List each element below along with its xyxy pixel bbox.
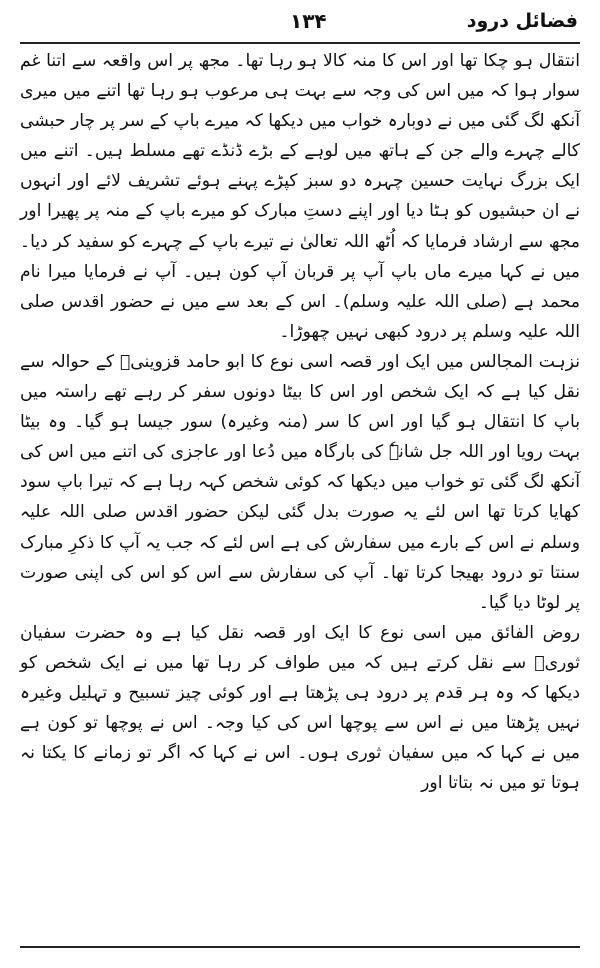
running-title: فضائل درود — [466, 10, 578, 32]
page-header — [22, 4, 578, 38]
header-rule — [20, 42, 580, 44]
page-body — [20, 46, 580, 798]
paragraph: انتقال ہو چکا تھا اور اس کا منہ کالا ہو رہا تھا۔ مجھ پر اس واقعہ سے اتنا غم سوار ہوا کہ میں اس کی وجہ سے بہت ہی مرعوب ہو رہا تھا اتنے میں میری آنکھ لگ گئی میں نے دوبارہ خواب میں دیکھا کہ میرے باپ کے سر پر چار حبشی کالے چہرے والے جن کے ہاتھ میں لوہے کے بڑے ڈنڈے تھے مسلط ہیں۔ اتنے میں ایک بزرگ نہایت حسین چہرہ دو سبز کپڑے پہنے ہوئے تشریف لائے اور انہوں نے ان حبشیوں کو ہٹا دیا اور اپنے دستِ مبارک کو میرے باپ کے منہ پر پھیرا اور مجھ سے ارشاد فرمایا کہ اُٹھ اللہ تعالیٰ نے تیرے باپ کے چہرے کو سفید کر دیا۔ میں نے کہا میرے ماں باپ آپ پر قربان آپ کون ہیں۔ آپ نے فرمایا میرا نام محمد ہے (صلی اللہ علیہ وسلم)۔ اس کے بعد سے میں نے حضور اقدس صلی اللہ علیہ وسلم پر درود کبھی نہیں چھوڑا۔ — [20, 51, 580, 342]
paragraph: روض الفائق میں اسی نوع کا ایک اور قصہ نقل کیا ہے وہ حضرت سفیان ثوریؒ سے نقل کرتے ہیں کہ میں طواف کر رہا تھا میں نے ایک شخص کو دیکھا کہ وہ ہر قدم پر درود ہی پڑھتا ہے اور کوئی چیز تسبیح و تہلیل وغیرہ نہیں پڑھتا میں نے اس سے پوچھا اس کی کیا وجہ۔ اس نے پوچھا تو کون ہے میں نے کہا کہ میں سفیان ثوری ہوں۔ اس نے کہا کہ اگر تو زمانے کا یکتا نہ ہوتا تو میں نہ بتاتا اور — [20, 622, 580, 794]
page-number: ۱۳۴ — [290, 9, 327, 33]
paragraph: نزہت المجالس میں ایک اور قصہ اسی نوع کا ابو حامد قزوینیؒ کے حوالہ سے نقل کیا ہے کہ ایک شخص اور اس کا بیٹا دونوں سفر کر رہے تھے راستہ میں باپ کا انتقال ہو گیا اور اس کا سر (منہ وغیرہ) سور جیسا ہو گیا۔ وہ بیٹا بہت رویا اور اللہ جل شانہٗ کی بارگاہ میں دُعا اور عاجزی کی اتنے میں اس کی آنکھ لگ گئی تو خواب میں دیکھا کہ کوئی شخص کہہ رہا ہے کہ تیرا باپ سود کھایا کرتا تھا اس لئے یہ صورت بدل گئی لیکن حضور اقدس صلی اللہ علیہ وسلم نے اس کے بارے میں سفارش کی ہے اس لئے کہ جب یہ آپ کا ذکرِ مبارک سنتا تو درود بھیجا کرتا تھا۔ آپ کی سفارش سے اس کو اس کی اپنی صورت پر لوٹا دیا گیا۔ — [20, 351, 580, 613]
footer-rule — [20, 946, 580, 948]
